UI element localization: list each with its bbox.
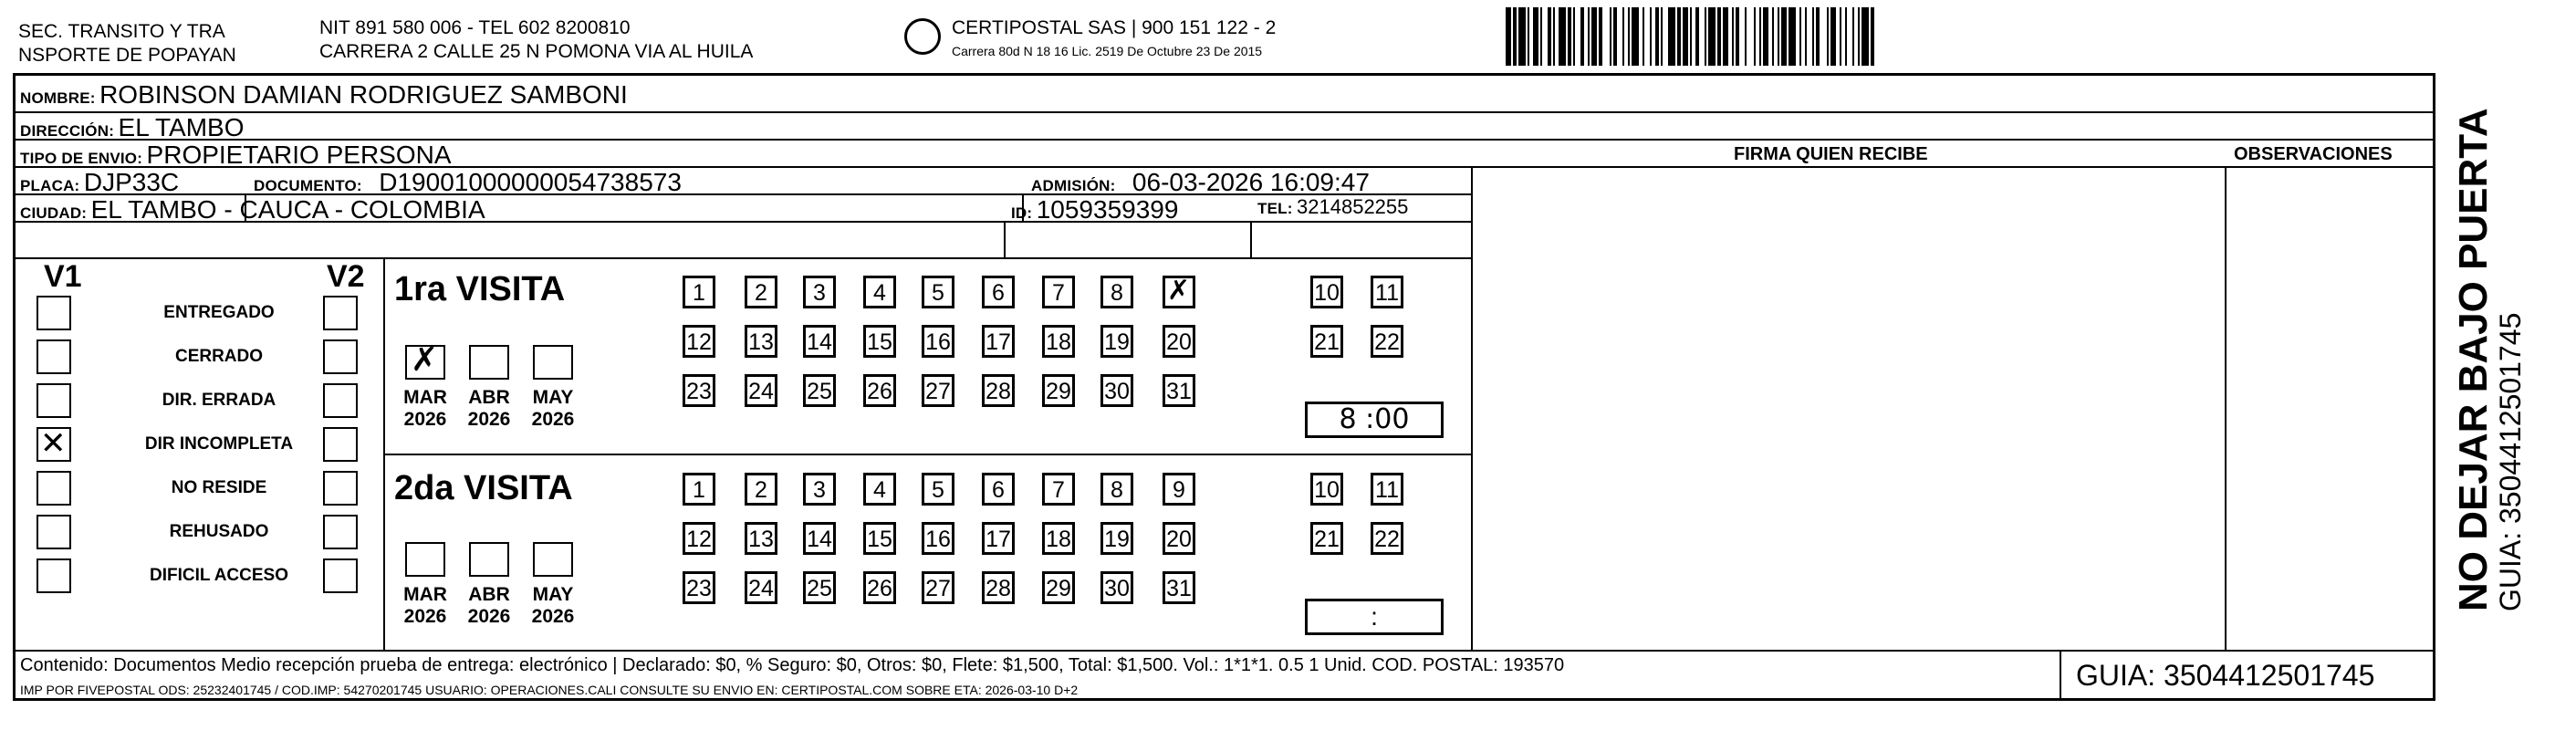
visit1-day-6[interactable]: 6 [982, 276, 1015, 308]
visit1-day-22[interactable]: 22 [1371, 325, 1403, 358]
v1-checkbox-cerrado[interactable] [37, 339, 71, 374]
visit1-month-box-may[interactable] [533, 345, 573, 380]
visit2-day-14[interactable]: 14 [803, 522, 836, 555]
status-label-dir-errada: DIR. ERRADA [162, 391, 276, 410]
visit2-day-13[interactable]: 13 [745, 522, 777, 555]
status-label-no-reside: NO RESIDE [171, 478, 267, 497]
tel-label: TEL: [1257, 200, 1293, 217]
company-line-2: Carrera 80d N 18 16 Lic. 2519 De Octubre 23 De 2015 [952, 44, 1263, 58]
nit-line-2: CARRERA 2 CALLE 25 N POMONA VIA AL HUILA [319, 41, 754, 62]
v1-header: V1 [44, 259, 82, 294]
visit2-month-box-may[interactable] [533, 542, 573, 577]
month-year: 2026 [531, 606, 575, 627]
visit1-day-23[interactable]: 23 [683, 374, 715, 407]
visit1-time-field[interactable]: 8 :00 [1305, 402, 1444, 438]
placa-label: PLACA: [20, 177, 80, 194]
sender-block [18, 20, 236, 68]
visit2-day-29[interactable]: 29 [1042, 571, 1075, 604]
visit1-day-20[interactable]: 20 [1163, 325, 1195, 358]
month-year: 2026 [403, 409, 447, 430]
visit2-day-22[interactable]: 22 [1371, 522, 1403, 555]
v1-checkbox-dificil-acceso[interactable] [37, 558, 71, 593]
tipo-label: TIPO DE ENVIO: [20, 150, 143, 167]
v1-checkbox-entregado[interactable] [37, 296, 71, 330]
visit2-day-12[interactable]: 12 [683, 522, 715, 555]
visit1-day-26[interactable]: 26 [863, 374, 896, 407]
visit1-day-25[interactable]: 25 [803, 374, 836, 407]
checkmark-icon: ✗ [411, 341, 439, 379]
month-year: 2026 [531, 409, 575, 430]
nombre-row [20, 80, 628, 110]
month-name: ABR [468, 387, 510, 408]
observaciones-header: OBSERVACIONES [2234, 144, 2393, 164]
visit2-day-31[interactable]: 31 [1163, 571, 1195, 604]
footer-guia: GUIA: 3504412501745 [2076, 659, 2375, 692]
visit2-day-3[interactable]: 3 [803, 473, 836, 506]
visit2-month-label-mar [398, 584, 453, 628]
visit2-time-field[interactable]: : [1305, 599, 1444, 635]
no-dejar-text: NO DEJAR BAJO PUERTA [2451, 108, 2496, 611]
visit1-day-1[interactable]: 1 [683, 276, 715, 308]
visit1-day-13[interactable]: 13 [745, 325, 777, 358]
visit2-day-28[interactable]: 28 [982, 571, 1015, 604]
visit2-day-26[interactable]: 26 [863, 571, 896, 604]
visit1-day-11[interactable]: 11 [1371, 276, 1403, 308]
month-name: ABR [468, 584, 510, 605]
checkmark-icon: ✗ [1167, 275, 1191, 307]
visit1-month-label-mar [398, 387, 453, 431]
visit2-day-5[interactable]: 5 [922, 473, 954, 506]
visit2-day-30[interactable]: 30 [1100, 571, 1133, 604]
v1-checkbox-dir-errada[interactable] [37, 383, 71, 418]
barcode-icon [1506, 7, 2017, 66]
visit1-day-9[interactable] [1163, 276, 1195, 308]
visit1-day-3[interactable]: 3 [803, 276, 836, 308]
ciudad-row [20, 195, 485, 224]
admision-row [1031, 168, 1370, 197]
v2-header: V2 [327, 259, 365, 294]
visit2-day-2[interactable]: 2 [745, 473, 777, 506]
ciudad-value: EL TAMBO - CAUCA - COLOMBIA [90, 195, 485, 224]
certipostal-logo-icon [904, 18, 941, 55]
visit2-month-box-mar[interactable] [405, 542, 445, 577]
company-block [952, 16, 1276, 58]
nit-block [319, 16, 753, 64]
visit2-day-18[interactable]: 18 [1042, 522, 1075, 555]
sender-line-2: NSPORTE DE POPAYAN [18, 45, 236, 66]
visit1-day-12[interactable]: 12 [683, 325, 715, 358]
month-name: MAY [532, 387, 574, 408]
visit2-day-8[interactable]: 8 [1100, 473, 1133, 506]
visit1-day-14[interactable]: 14 [803, 325, 836, 358]
status-label-entregado: ENTREGADO [163, 303, 275, 322]
visit2-day-7[interactable]: 7 [1042, 473, 1075, 506]
visit1-day-30[interactable]: 30 [1100, 374, 1133, 407]
visit2-day-17[interactable]: 17 [982, 522, 1015, 555]
id-value: 1059359399 [1036, 195, 1179, 224]
id-label: ID: [1011, 204, 1033, 222]
admision-label: ADMISIÓN: [1031, 177, 1116, 194]
visit1-day-5[interactable]: 5 [922, 276, 954, 308]
documento-row [254, 168, 682, 197]
v1-checkbox-rehusado[interactable] [37, 515, 71, 549]
side-guia-text: GUIA: 3504412501745 [2494, 312, 2527, 611]
visit1-day-29[interactable]: 29 [1042, 374, 1075, 407]
visit2-day-27[interactable]: 27 [922, 571, 954, 604]
visit2-month-label-may [526, 584, 580, 628]
v2-checkbox-no-reside[interactable] [323, 471, 358, 506]
visit1-day-8[interactable]: 8 [1100, 276, 1133, 308]
v2-checkbox-dir-incompleta[interactable] [323, 427, 358, 462]
visit1-day-27[interactable]: 27 [922, 374, 954, 407]
status-label-dificil-acceso: DIFICIL ACCESO [149, 566, 288, 585]
tipo-row [20, 141, 452, 170]
visit2-day-21[interactable]: 21 [1310, 522, 1343, 555]
visit2-day-25[interactable]: 25 [803, 571, 836, 604]
ciudad-label: CIUDAD: [20, 204, 88, 222]
month-name: MAY [532, 584, 574, 605]
nombre-label: NOMBRE: [20, 89, 96, 107]
company-line-1: CERTIPOSTAL SAS | 900 151 122 - 2 [952, 17, 1277, 38]
month-year: 2026 [467, 606, 511, 627]
imp-text: IMP POR FIVEPOSTAL ODS: 25232401745 / COD.IMP: 54270201745 USUARIO: OPERACIONES.CALI CONSULTE SU ENVIO EN: CERTIPOSTAL.COM SOBRE ETA: 2026-03-10 D+2 [20, 683, 1079, 697]
id-row [1011, 195, 1178, 224]
visit1-day-24[interactable]: 24 [745, 374, 777, 407]
visit2-day-15[interactable]: 15 [863, 522, 896, 555]
documento-label: DOCUMENTO: [254, 177, 362, 194]
admision-value: 06-03-2026 16:09:47 [1132, 168, 1370, 196]
visit2-day-6[interactable]: 6 [982, 473, 1015, 506]
visit1-day-4[interactable]: 4 [863, 276, 896, 308]
nombre-value: ROBINSON DAMIAN RODRIGUEZ SAMBONI [99, 80, 628, 109]
v1-checkbox-dir-incompleta[interactable] [37, 427, 71, 462]
v1-checkbox-no-reside[interactable] [37, 471, 71, 506]
v2-checkbox-rehusado[interactable] [323, 515, 358, 549]
visit2-month-box-abr[interactable] [469, 542, 509, 577]
v2-checkbox-entregado[interactable] [323, 296, 358, 330]
visit2-day-1[interactable]: 1 [683, 473, 715, 506]
visit2-day-20[interactable]: 20 [1163, 522, 1195, 555]
documento-value: D19001000000054738573 [379, 168, 682, 196]
status-label-cerrado: CERRADO [174, 347, 264, 366]
visit2-day-16[interactable]: 16 [922, 522, 954, 555]
v2-checkbox-dir-errada[interactable] [323, 383, 358, 418]
sender-line-1: SEC. TRANSITO Y TRA [18, 21, 225, 42]
visit2-day-10[interactable]: 10 [1310, 473, 1343, 506]
tel-value: 3214852255 [1297, 195, 1409, 218]
visit2-day-9[interactable]: 9 [1163, 473, 1195, 506]
visit2-month-label-abr [462, 584, 516, 628]
side-text [2453, 108, 2526, 611]
status-label-dir-incompleta: DIR INCOMPLETA [144, 434, 294, 454]
signature-area[interactable] [1473, 168, 2223, 648]
visit1-day-7[interactable]: 7 [1042, 276, 1075, 308]
visit1-month-label-may [526, 387, 580, 431]
status-label-rehusado: REHUSADO [169, 522, 269, 541]
month-year: 2026 [467, 409, 511, 430]
visit1-month-label-abr [462, 387, 516, 431]
visit1-day-2[interactable]: 2 [745, 276, 777, 308]
checkmark-icon: ✕ [40, 425, 67, 462]
month-name: MAR [403, 387, 447, 408]
direccion-value: EL TAMBO [118, 113, 245, 141]
visit1-day-16[interactable]: 16 [922, 325, 954, 358]
tipo-value: PROPIETARIO PERSONA [146, 141, 452, 169]
visit1-month-box-mar[interactable] [405, 341, 445, 380]
tel-row [1257, 195, 1408, 219]
visit1-day-18[interactable]: 18 [1042, 325, 1075, 358]
visit1-day-21[interactable]: 21 [1310, 325, 1343, 358]
nit-line-1: NIT 891 580 006 - TEL 602 8200810 [319, 17, 631, 38]
visit2-day-11[interactable]: 11 [1371, 473, 1403, 506]
visit2-day-19[interactable]: 19 [1100, 522, 1133, 555]
visit1-day-28[interactable]: 28 [982, 374, 1015, 407]
month-year: 2026 [403, 606, 447, 627]
placa-value: DJP33C [83, 168, 180, 196]
visit2-day-4[interactable]: 4 [863, 473, 896, 506]
direccion-row [20, 113, 244, 142]
visit1-day-31[interactable]: 31 [1163, 374, 1195, 407]
v2-checkbox-cerrado[interactable] [323, 339, 358, 374]
visit1-day-15[interactable]: 15 [863, 325, 896, 358]
visit1-day-10[interactable]: 10 [1310, 276, 1343, 308]
visit1-month-box-abr[interactable] [469, 345, 509, 380]
month-name: MAR [403, 584, 447, 605]
direccion-label: DIRECCIÓN: [20, 122, 115, 140]
visit2-title: 2da VISITA [394, 469, 573, 507]
v2-checkbox-dificil-acceso[interactable] [323, 558, 358, 593]
firma-header: FIRMA QUIEN RECIBE [1734, 144, 1928, 164]
visit2-day-23[interactable]: 23 [683, 571, 715, 604]
visit1-day-17[interactable]: 17 [982, 325, 1015, 358]
visit2-day-24[interactable]: 24 [745, 571, 777, 604]
visit1-title: 1ra VISITA [394, 270, 566, 308]
placa-row [20, 168, 179, 197]
visit1-day-19[interactable]: 19 [1100, 325, 1133, 358]
observations-area[interactable] [2227, 168, 2435, 648]
contenido-text: Contenido: Documentos Medio recepción prueba de entrega: electrónico | Declarado: $0, % Seguro: $0, Otros: $0, Flete: $1,500, Total: $1,500. Vol.: 1*1*1. 0.5 1 Unid. COD. POSTAL: 193570 [20, 655, 1565, 675]
